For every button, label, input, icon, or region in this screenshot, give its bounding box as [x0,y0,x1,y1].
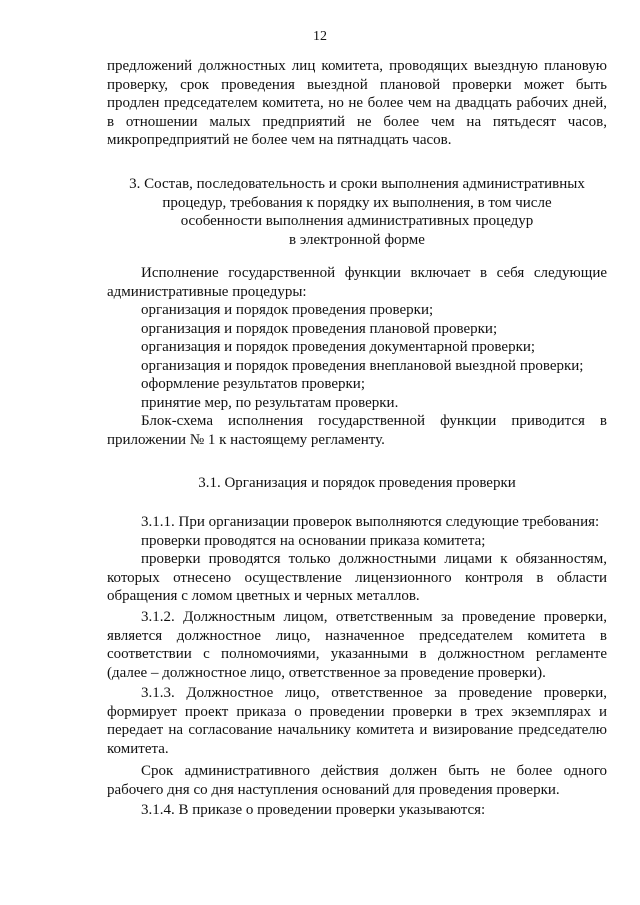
text-line: Исполнение государственной функции включает в себя следующие [141,265,607,281]
list-item: организация и порядок проведения документарной проверки; [141,339,536,355]
paragraph-3-1-4 [107,801,607,820]
list-item: организация и порядок проведения проверки; [141,302,434,318]
text-line: Блок-схема исполнения государственной функции приводится в [141,413,607,429]
list-item: оформление результатов проверки; [141,376,365,392]
heading-line: 3.1. Организация и порядок проведения проверки [198,475,516,491]
page-number: 12 [313,29,327,44]
intro-paragraph [107,57,607,150]
text-line: соответствии с полномочиями, указанными в должностном регламенте [107,646,607,662]
paragraph-3-1-2 [107,608,607,682]
heading-line: особенности выполнения административных процедур [180,213,534,229]
text-line: которых отнесено осуществление лицензионного контроля в области [107,569,607,586]
text-line: (далее – должностное лицо, ответственное за проведение проверки). [107,664,546,681]
text-line: формирует проект приказа о проведении проверки в трех экземплярах и [107,703,607,720]
procedures-paragraph [107,264,607,449]
list-item: организация и порядок проведения внеплановой выездной проверки; [141,357,584,374]
heading-line: процедур, требования к порядку их выполнения, в том числе [162,194,552,211]
heading-line: в электронной форме [289,231,425,248]
text-line: проверку, срок проведения выездной плановой проверки может быть [107,76,607,93]
section-3-heading [107,175,607,249]
text-line: 3.1.1. При организации проверок выполняются следующие требования: [141,514,600,530]
text-line: 3.1.2. Должностным лицом, ответственным за проведение проверки, [141,609,607,625]
paragraph-3-1-1 [107,513,607,606]
paragraph-3-1-3 [107,684,607,758]
text-line: проверки проводятся на основании приказа комитета; [141,532,486,549]
heading-line: 3. Состав, последовательность и сроки выполнения административных [129,176,585,192]
text-line: 3.1.3. Должностное лицо, ответственное за проведение проверки, [141,685,607,701]
text-line: продлен председателем комитета, но не более чем на двадцать рабочих дней, [107,95,607,111]
text-line: 3.1.4. В приказе о проведении проверки указываются: [141,802,486,818]
section-3-1-heading [107,474,607,493]
text-line: является должностное лицо, назначенное председателем комитета в [107,627,607,644]
list-item: принятие мер, по результатам проверки. [141,394,399,411]
deadline-paragraph [107,762,607,799]
text-line: Срок административного действия должен быть не более одного [141,763,607,779]
text-line: микропредприятий не более чем на пятнадцать часов. [107,132,452,148]
text-line: административные процедуры: [107,283,307,300]
text-line: рабочего дня со дня наступления оснований для проведения проверки. [107,781,560,798]
text-line: комитета. [107,740,169,757]
text-line: в отношении малых предприятий не более чем на пятьдесят часов, [107,113,607,130]
text-line: приложении № 1 к настоящему регламенту. [107,431,385,448]
text-line: предложений должностных лиц комитета, проводящих выездную плановую [107,58,607,74]
list-item: организация и порядок проведения плановой проверки; [141,320,498,337]
text-line: обращения с ломом цветных и черных металлов. [107,588,420,604]
text-line: передает на согласование начальнику комитета и визирование председателю [107,722,607,738]
text-line: проверки проводятся только должностными лицами к обязанностям, [141,551,607,567]
